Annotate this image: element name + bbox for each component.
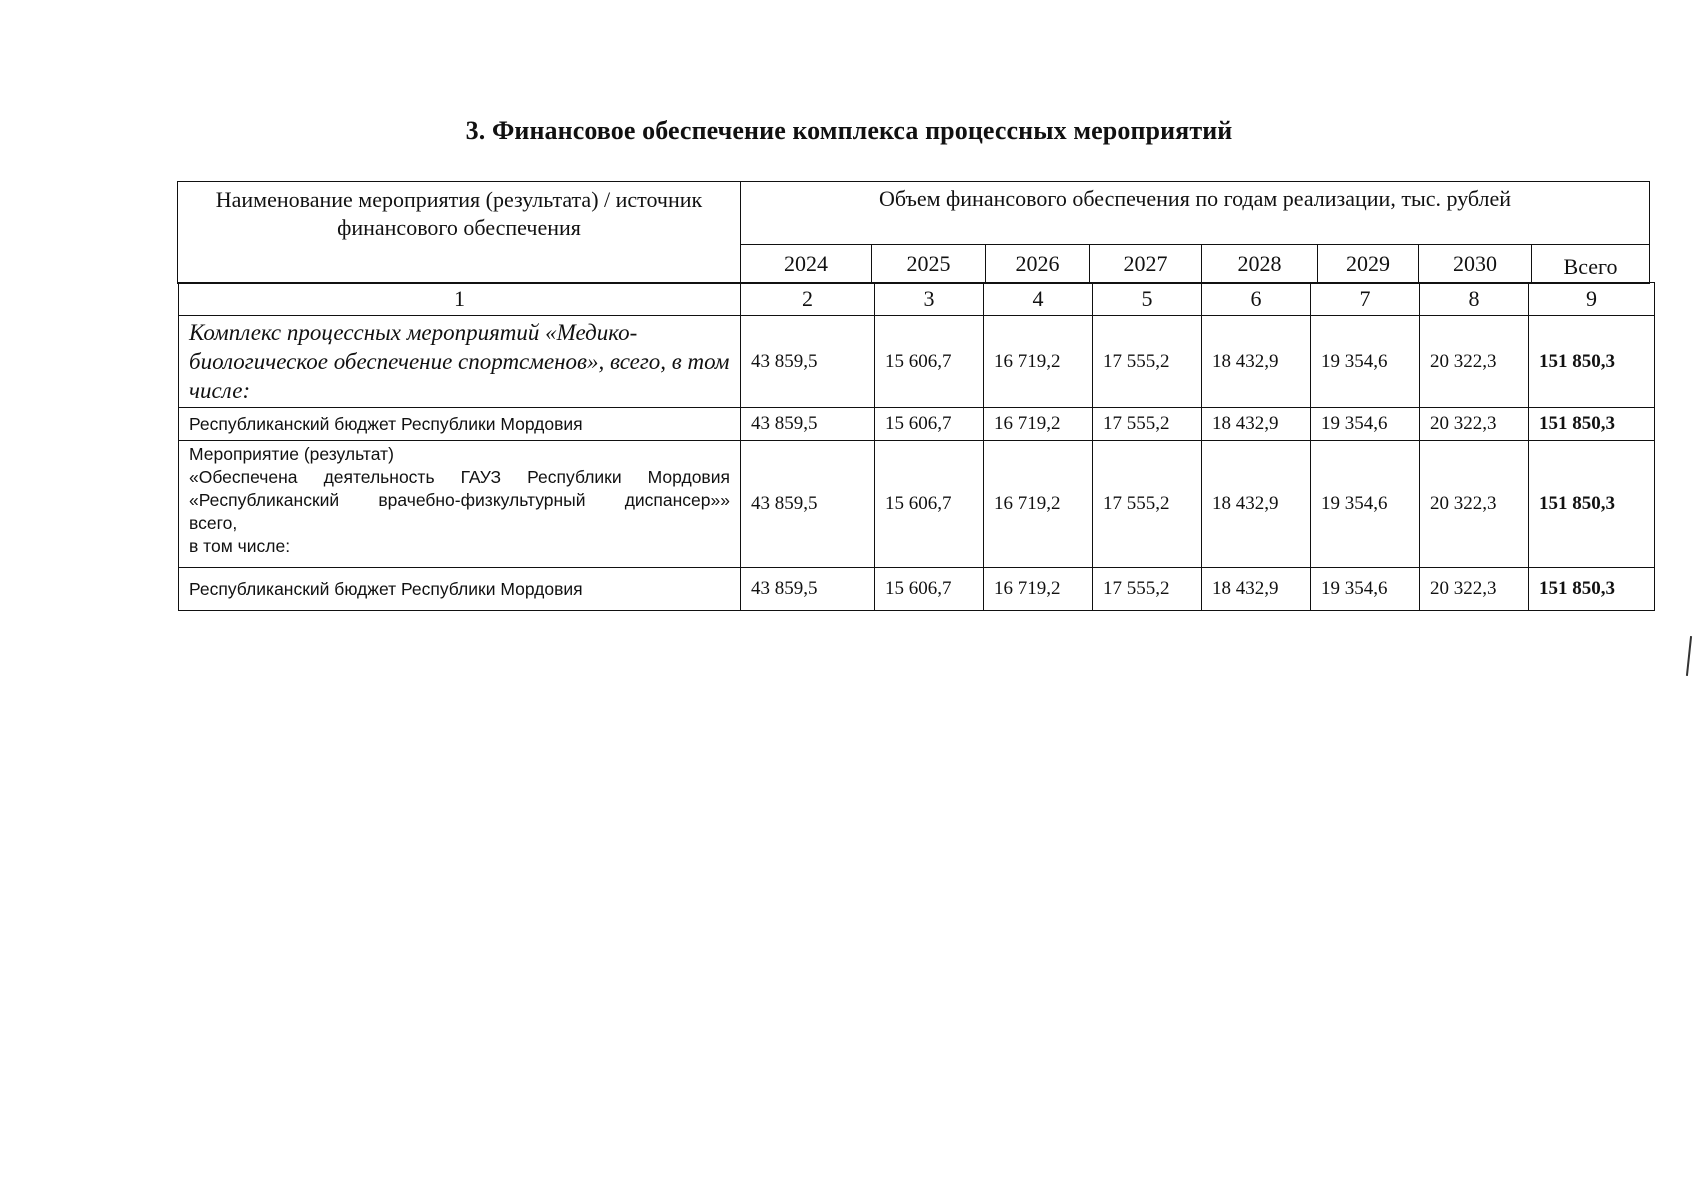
column-number: 4: [984, 283, 1093, 316]
table-row: [179, 316, 1655, 408]
column-number: 2: [741, 283, 875, 316]
row-name-line: Мероприятие (результат): [189, 444, 394, 464]
row-total: 151 850,3: [1529, 441, 1655, 568]
table-body: [178, 282, 1655, 611]
row-value: 17 555,2: [1093, 568, 1202, 611]
row-value: 43 859,5: [741, 316, 875, 408]
column-number: 7: [1311, 283, 1420, 316]
row-value: 15 606,7: [875, 408, 984, 441]
row-name: Комплекс процессных мероприятий «Медико-биологическое обеспечение спортсменов», всего, в том числе:: [179, 316, 741, 408]
row-name-line: «Обеспечена деятельность ГАУЗ Республики Мордовия: [189, 467, 730, 487]
header-year: 2024: [741, 245, 872, 284]
column-number: 9: [1529, 283, 1655, 316]
page-title: 3. Финансовое обеспечение комплекса процессных мероприятий: [465, 116, 1233, 145]
row-value: 17 555,2: [1093, 441, 1202, 568]
row-value: 43 859,5: [741, 441, 875, 568]
row-value: 20 322,3: [1420, 408, 1529, 441]
row-value: 15 606,7: [875, 441, 984, 568]
row-value: 19 354,6: [1311, 441, 1420, 568]
header-name-column: Наименование мероприятия (результата) / источник финансового обеспечения: [178, 182, 741, 284]
header-year: 2030: [1419, 245, 1532, 284]
header-year: 2025: [872, 245, 986, 284]
row-value: 18 432,9: [1202, 316, 1311, 408]
table-row: [179, 408, 1655, 441]
row-value: 20 322,3: [1420, 568, 1529, 611]
row-name-line: всего,: [189, 513, 238, 533]
row-value: 20 322,3: [1420, 441, 1529, 568]
row-value: 16 719,2: [984, 568, 1093, 611]
row-value: 43 859,5: [741, 568, 875, 611]
row-value: 20 322,3: [1420, 316, 1529, 408]
column-number: 6: [1202, 283, 1311, 316]
table-header: [177, 181, 1650, 284]
row-value: 15 606,7: [875, 316, 984, 408]
row-value: 43 859,5: [741, 408, 875, 441]
row-name-line: в том числе:: [189, 536, 291, 556]
column-number: 5: [1093, 283, 1202, 316]
row-value: 16 719,2: [984, 408, 1093, 441]
row-value: 19 354,6: [1311, 316, 1420, 408]
header-total: Всего: [1532, 245, 1650, 284]
row-value: 16 719,2: [984, 441, 1093, 568]
header-volume-column: Объем финансового обеспечения по годам реализации, тыс. рублей: [741, 182, 1650, 245]
row-total: 151 850,3: [1529, 316, 1655, 408]
row-total: 151 850,3: [1529, 568, 1655, 611]
row-value: 18 432,9: [1202, 441, 1311, 568]
header-year: 2027: [1090, 245, 1202, 284]
row-value: 18 432,9: [1202, 408, 1311, 441]
header-year: 2029: [1318, 245, 1419, 284]
row-name: Республиканский бюджет Республики Мордовия: [179, 568, 741, 611]
header-year: 2026: [986, 245, 1090, 284]
column-number: 8: [1420, 283, 1529, 316]
scan-pen-mark: [1686, 636, 1692, 676]
column-number: 1: [179, 283, 741, 316]
column-number: 3: [875, 283, 984, 316]
row-value: 17 555,2: [1093, 316, 1202, 408]
row-name-line: «Республиканский врачебно-физкультурный диспансер»»: [189, 490, 730, 510]
row-value: 16 719,2: [984, 316, 1093, 408]
row-value: 19 354,6: [1311, 408, 1420, 441]
row-value: 15 606,7: [875, 568, 984, 611]
row-name: Республиканский бюджет Республики Мордовия: [179, 408, 741, 441]
column-number-row: [179, 283, 1655, 316]
row-value: 18 432,9: [1202, 568, 1311, 611]
row-name: [179, 441, 741, 568]
table-row: [179, 568, 1655, 611]
row-total: 151 850,3: [1529, 408, 1655, 441]
table-row: [179, 441, 1655, 568]
row-value: 19 354,6: [1311, 568, 1420, 611]
header-year: 2028: [1202, 245, 1318, 284]
row-value: 17 555,2: [1093, 408, 1202, 441]
